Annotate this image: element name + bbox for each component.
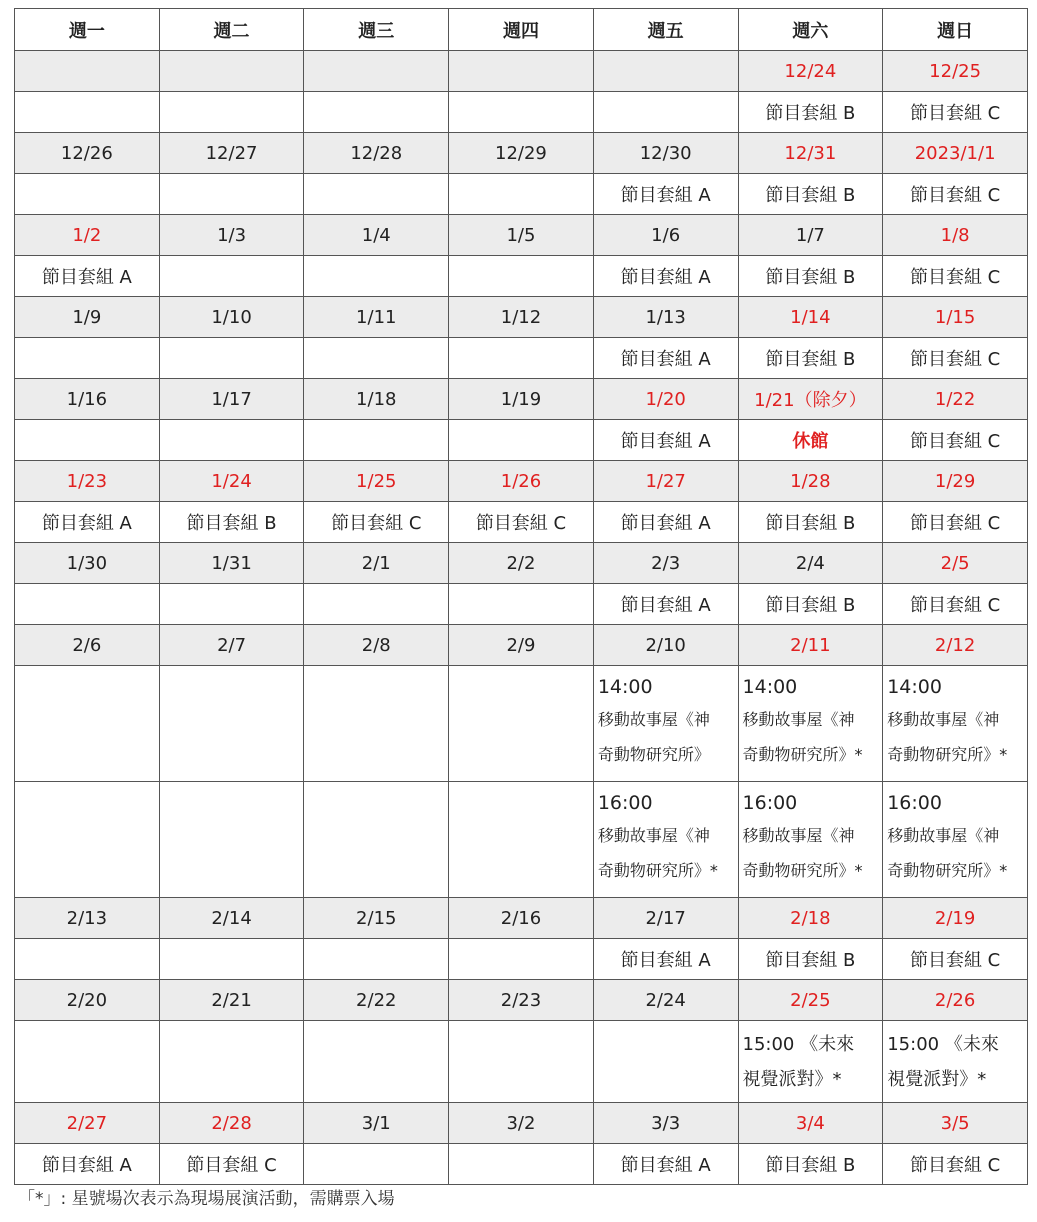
event-detail-line: 移動故事屋《神: [887, 826, 1000, 845]
weekday-header: 週五: [593, 9, 738, 51]
date-cell: 3/1: [304, 1103, 449, 1144]
event-cell: 節目套組 C: [883, 502, 1028, 543]
date-cell: 1/6: [593, 215, 738, 256]
event-cell: 節目套組 B: [159, 502, 304, 543]
weekday-header: 週二: [159, 9, 304, 51]
date-cell: [159, 51, 304, 92]
date-row: [15, 1103, 1028, 1144]
event-cell: [159, 256, 304, 297]
event-detail-line: 移動故事屋《神: [887, 710, 1000, 729]
date-cell: 12/26: [15, 133, 160, 174]
event-cell: [159, 939, 304, 980]
date-cell: 2/6: [15, 625, 160, 666]
event-cell: [449, 420, 594, 461]
date-cell: 2/21: [159, 980, 304, 1021]
event-cell: [449, 174, 594, 215]
event-cell: 節目套組 C: [883, 584, 1028, 625]
event-cell: [304, 584, 449, 625]
date-cell: 2/23: [449, 980, 594, 1021]
event-detail-cell: [449, 1021, 594, 1103]
date-cell: 12/24: [738, 51, 883, 92]
date-cell: 1/4: [304, 215, 449, 256]
event-cell: 節目套組 A: [593, 584, 738, 625]
date-cell: 1/26: [449, 461, 594, 502]
event-cell: [15, 939, 160, 980]
date-cell: [15, 51, 160, 92]
date-cell: 2/24: [593, 980, 738, 1021]
event-cell: 節目套組 B: [738, 1144, 883, 1185]
event-detail-cell: [159, 1021, 304, 1103]
date-row: [15, 461, 1028, 502]
date-row: [15, 898, 1028, 939]
event-cell: 節目套組 B: [738, 338, 883, 379]
date-cell: 2/19: [883, 898, 1028, 939]
event-detail-line: 奇動物研究所》: [597, 745, 710, 764]
date-cell: 1/23: [15, 461, 160, 502]
date-cell: 1/17: [159, 379, 304, 420]
event-cell: [304, 92, 449, 133]
event-cell: 節目套組 A: [593, 174, 738, 215]
event-detail-cell: [15, 1021, 160, 1103]
event-cell: 節目套組 C: [449, 502, 594, 543]
event-cell: [449, 338, 594, 379]
date-cell: 1/11: [304, 297, 449, 338]
event-cell: [15, 338, 160, 379]
date-cell: 1/21（除夕）: [738, 379, 883, 420]
date-cell: 2/27: [15, 1103, 160, 1144]
event-cell: 節目套組 C: [304, 502, 449, 543]
event-cell: [15, 92, 160, 133]
event-cell: 節目套組 C: [883, 256, 1028, 297]
event-detail-line: 移動故事屋《神: [742, 710, 855, 729]
event-detail-cell: [449, 782, 594, 898]
date-row: [15, 297, 1028, 338]
event-row: [15, 92, 1028, 133]
event-cell: 節目套組 A: [15, 502, 160, 543]
date-row: [15, 543, 1028, 584]
event-detail-line: 16:00: [742, 792, 798, 814]
event-cell: [159, 338, 304, 379]
event-cell: 節目套組 A: [15, 1144, 160, 1185]
event-row: [15, 939, 1028, 980]
event-cell: 節目套組 A: [593, 502, 738, 543]
date-cell: 1/31: [159, 543, 304, 584]
event-detail-cell: [738, 782, 883, 898]
date-cell: 1/25: [304, 461, 449, 502]
date-cell: 2/3: [593, 543, 738, 584]
date-cell: 1/8: [883, 215, 1028, 256]
event-cell: [304, 1144, 449, 1185]
event-detail-line: 奇動物研究所》*: [887, 861, 1008, 880]
date-row: [15, 625, 1028, 666]
weekday-header: 週日: [883, 9, 1028, 51]
date-cell: 2/26: [883, 980, 1028, 1021]
event-row: [15, 584, 1028, 625]
date-cell: 1/2: [15, 215, 160, 256]
weekday-header: 週一: [15, 9, 160, 51]
event-row: [15, 256, 1028, 297]
date-cell: 2/9: [449, 625, 594, 666]
event-row: [15, 338, 1028, 379]
event-cell: [159, 174, 304, 215]
date-cell: 1/27: [593, 461, 738, 502]
date-row: [15, 379, 1028, 420]
date-cell: 12/31: [738, 133, 883, 174]
date-cell: 2/5: [883, 543, 1028, 584]
date-cell: 1/20: [593, 379, 738, 420]
date-cell: [449, 51, 594, 92]
event-detail-cell: [593, 666, 738, 782]
event-detail-cell: [304, 1021, 449, 1103]
calendar-body: [15, 51, 1028, 1185]
date-cell: 2/12: [883, 625, 1028, 666]
date-cell: 2/1: [304, 543, 449, 584]
event-detail-cell: [593, 782, 738, 898]
event-cell: 節目套組 B: [738, 502, 883, 543]
event-cell: 節目套組 A: [593, 1144, 738, 1185]
event-cell: 節目套組 C: [883, 338, 1028, 379]
event-detail-cell: [159, 666, 304, 782]
event-cell: [449, 939, 594, 980]
event-row: [15, 1144, 1028, 1185]
date-cell: 1/19: [449, 379, 594, 420]
event-detail-line: 奇動物研究所》*: [887, 745, 1008, 764]
event-detail-line: 奇動物研究所》*: [597, 861, 718, 880]
date-cell: 2/10: [593, 625, 738, 666]
event-cell: 節目套組 C: [883, 174, 1028, 215]
event-cell: 節目套組 B: [738, 256, 883, 297]
date-cell: 2/16: [449, 898, 594, 939]
event-detail-line: 奇動物研究所》*: [742, 861, 863, 880]
date-cell: 12/28: [304, 133, 449, 174]
event-row: [15, 782, 1028, 898]
event-cell: 節目套組 C: [883, 939, 1028, 980]
event-detail-line: 視覺派對》*: [887, 1069, 987, 1090]
event-row: [15, 1021, 1028, 1103]
event-detail-cell: [15, 782, 160, 898]
date-cell: 1/12: [449, 297, 594, 338]
event-cell: [304, 256, 449, 297]
event-cell: [593, 92, 738, 133]
date-cell: 2/15: [304, 898, 449, 939]
date-cell: 1/15: [883, 297, 1028, 338]
event-cell: [449, 584, 594, 625]
event-cell: 節目套組 A: [593, 338, 738, 379]
date-cell: 1/22: [883, 379, 1028, 420]
event-detail-cell: [449, 666, 594, 782]
calendar-table: [14, 8, 1028, 1185]
event-cell: 節目套組 B: [738, 584, 883, 625]
date-row: [15, 133, 1028, 174]
event-cell: [159, 584, 304, 625]
event-cell: [304, 174, 449, 215]
date-cell: 1/10: [159, 297, 304, 338]
event-detail-cell: [304, 782, 449, 898]
date-cell: 1/18: [304, 379, 449, 420]
date-cell: [593, 51, 738, 92]
event-detail-cell: [304, 666, 449, 782]
date-cell: 1/30: [15, 543, 160, 584]
date-cell: 12/25: [883, 51, 1028, 92]
event-cell: [159, 92, 304, 133]
event-cell: [304, 939, 449, 980]
event-cell: 節目套組 A: [593, 256, 738, 297]
date-cell: 12/29: [449, 133, 594, 174]
date-cell: 1/9: [15, 297, 160, 338]
date-cell: 1/28: [738, 461, 883, 502]
weekday-header: 週四: [449, 9, 594, 51]
date-cell: 2/28: [159, 1103, 304, 1144]
event-detail-cell: [738, 666, 883, 782]
event-detail-cell: [883, 782, 1028, 898]
event-cell: 節目套組 A: [593, 939, 738, 980]
date-cell: 1/7: [738, 215, 883, 256]
date-row: [15, 215, 1028, 256]
event-detail-line: 移動故事屋《神: [597, 710, 710, 729]
event-row: [15, 420, 1028, 461]
date-cell: 2/20: [15, 980, 160, 1021]
event-cell: 節目套組 B: [738, 939, 883, 980]
event-cell: [15, 174, 160, 215]
date-cell: 2/2: [449, 543, 594, 584]
date-cell: 2/22: [304, 980, 449, 1021]
event-detail-cell: [15, 666, 160, 782]
event-cell: [159, 420, 304, 461]
date-cell: 1/24: [159, 461, 304, 502]
date-cell: 1/3: [159, 215, 304, 256]
date-cell: [304, 51, 449, 92]
date-cell: 3/3: [593, 1103, 738, 1144]
event-cell: 節目套組 B: [738, 92, 883, 133]
date-cell: 2/17: [593, 898, 738, 939]
event-cell: 休館: [738, 420, 883, 461]
date-cell: 1/29: [883, 461, 1028, 502]
event-detail-cell: [593, 1021, 738, 1103]
event-cell: [304, 420, 449, 461]
footnote: 「*」: 星號場次表示為現場展演活動，需購票入場: [18, 1189, 395, 1209]
date-cell: 3/2: [449, 1103, 594, 1144]
date-cell: 2/7: [159, 625, 304, 666]
event-cell: 節目套組 B: [738, 174, 883, 215]
date-cell: 2/25: [738, 980, 883, 1021]
event-cell: 節目套組 C: [883, 1144, 1028, 1185]
event-detail-line: 16:00: [597, 792, 653, 814]
event-detail-line: 16:00: [887, 792, 942, 814]
event-row: [15, 666, 1028, 782]
event-detail-line: 移動故事屋《神: [742, 826, 855, 845]
weekday-header-row: [15, 9, 1028, 51]
event-detail-line: 移動故事屋《神: [597, 826, 710, 845]
event-detail-line: 15:00 《未來: [887, 1034, 999, 1055]
event-row: [15, 502, 1028, 543]
event-cell: [15, 420, 160, 461]
date-cell: 3/4: [738, 1103, 883, 1144]
event-cell: [449, 92, 594, 133]
date-cell: 1/5: [449, 215, 594, 256]
event-cell: 節目套組 C: [159, 1144, 304, 1185]
event-cell: [304, 338, 449, 379]
event-row: [15, 174, 1028, 215]
event-cell: 節目套組 C: [883, 420, 1028, 461]
event-cell: 節目套組 A: [593, 420, 738, 461]
date-row: [15, 980, 1028, 1021]
event-cell: [449, 1144, 594, 1185]
event-detail-line: 15:00 《未來: [742, 1034, 855, 1055]
date-cell: 2/8: [304, 625, 449, 666]
weekday-header: 週三: [304, 9, 449, 51]
event-cell: 節目套組 A: [15, 256, 160, 297]
date-cell: 2/14: [159, 898, 304, 939]
event-detail-line: 14:00: [597, 676, 653, 698]
event-detail-line: 視覺派對》*: [742, 1069, 842, 1090]
event-cell: [15, 584, 160, 625]
event-detail-line: 奇動物研究所》*: [742, 745, 863, 764]
date-cell: 2/11: [738, 625, 883, 666]
date-cell: 1/14: [738, 297, 883, 338]
event-detail-cell: [738, 1021, 883, 1103]
event-cell: [449, 256, 594, 297]
date-row: [15, 51, 1028, 92]
event-detail-cell: [883, 1021, 1028, 1103]
event-detail-cell: [159, 782, 304, 898]
weekday-header: 週六: [738, 9, 883, 51]
date-cell: 3/5: [883, 1103, 1028, 1144]
date-cell: 12/27: [159, 133, 304, 174]
event-detail-line: 14:00: [742, 676, 798, 698]
date-cell: 1/13: [593, 297, 738, 338]
event-cell: 節目套組 C: [883, 92, 1028, 133]
date-cell: 2/4: [738, 543, 883, 584]
event-detail-line: 14:00: [887, 676, 942, 698]
date-cell: 2023/1/1: [883, 133, 1028, 174]
date-cell: 1/16: [15, 379, 160, 420]
date-cell: 12/30: [593, 133, 738, 174]
date-cell: 2/13: [15, 898, 160, 939]
date-cell: 2/18: [738, 898, 883, 939]
event-detail-cell: [883, 666, 1028, 782]
